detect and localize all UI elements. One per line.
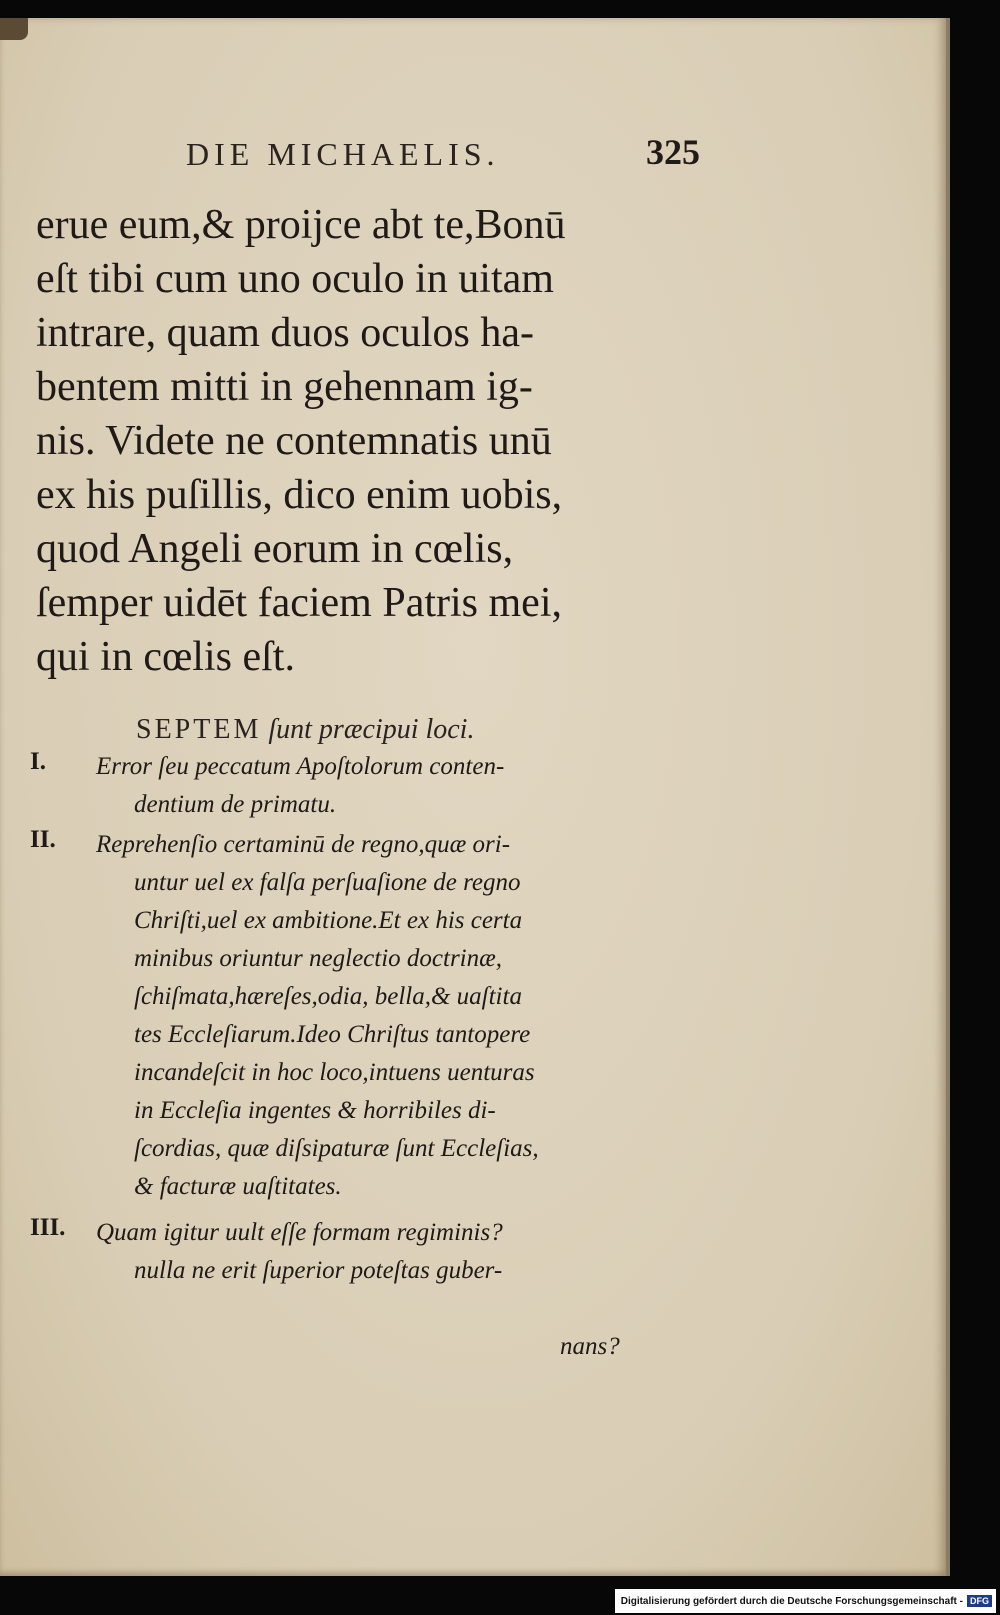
point-line: dentium de primatu. (134, 791, 337, 818)
body-line-text: ſemper uidēt faciem Patris mei, (36, 580, 562, 626)
body-line (36, 576, 656, 630)
body-line-text: eſt tibi cum uno oculo in uitam (36, 256, 554, 302)
dfg-logo-icon: DFG (967, 1595, 992, 1607)
body-line-text: erue eum,& proijce abt te,Bonū (36, 202, 566, 248)
book-page (0, 18, 950, 1576)
body-line-text: intrare, quam duos oculos ha- (36, 310, 535, 356)
body-line (36, 252, 656, 306)
body-line-text: ex his puſillis, dico enim uobis, (36, 472, 563, 518)
point-line: & facturæ uaſtitates. (134, 1173, 342, 1200)
body-line-text: nis. Videte ne contemnatis unū (36, 418, 552, 464)
body-text (36, 198, 656, 684)
point-item (30, 1214, 650, 1290)
point-line: nulla ne erit ſuperior poteſtas guber- (134, 1257, 503, 1284)
point-number: I. (30, 748, 46, 775)
running-head: DIE MICHAELIS. (186, 136, 500, 172)
page-corner-stain (0, 18, 28, 40)
catchword: nans? (560, 1333, 620, 1360)
point-line: ſcordias, quæ diſsipaturæ ſunt Eccleſias, (134, 1135, 539, 1162)
body-line (36, 414, 656, 468)
point-line: tes Eccleſiarum.Ideo Chriſtus tantopere (134, 1021, 531, 1048)
point-item (30, 826, 650, 1206)
body-line (36, 468, 656, 522)
point-line: minibus oriuntur neglectio doctrinæ, (134, 945, 503, 972)
point-line: incandeſcit in hoc loco,intuens uenturas (134, 1059, 535, 1086)
point-line: Quam igitur uult eſſe formam regiminis? (96, 1219, 503, 1246)
point-line: Chriſti,uel ex ambitione.Et ex his certa (134, 907, 523, 934)
section-subhead (136, 714, 474, 746)
point-line: ſchiſmata,hæreſes,odia, bella,& uaſtita (134, 983, 522, 1010)
point-number: III. (30, 1214, 66, 1241)
digitization-credit (615, 1589, 996, 1613)
body-line (36, 360, 656, 414)
point-line: in Eccleſia ingentes & horribiles di- (134, 1097, 496, 1124)
subhead-italic: ſunt præcipui loci. (268, 714, 475, 745)
credit-text: Digitalisierung gefördert durch die Deutsche Forschungsgemeinschaft - (620, 1595, 963, 1607)
body-line (36, 198, 656, 252)
point-item (30, 748, 650, 824)
page-number: 325 (646, 132, 700, 172)
point-line: Reprehenſio certaminū de regno,quæ ori- (96, 831, 511, 858)
body-line (36, 522, 656, 576)
body-line (36, 630, 656, 684)
subhead-caps: SEPTEM (136, 714, 262, 745)
body-line-text: qui in cœlis eſt. (36, 634, 295, 680)
body-line-text: bentem mitti in gehennam ig- (36, 364, 533, 410)
point-line: Error ſeu peccatum Apoſtolorum conten- (96, 753, 505, 780)
point-line: untur uel ex falſa perſuaſione de regno (134, 869, 521, 896)
point-number: II. (30, 826, 56, 853)
body-line (36, 306, 656, 360)
body-line-text: quod Angeli eorum in cœlis, (36, 526, 514, 572)
